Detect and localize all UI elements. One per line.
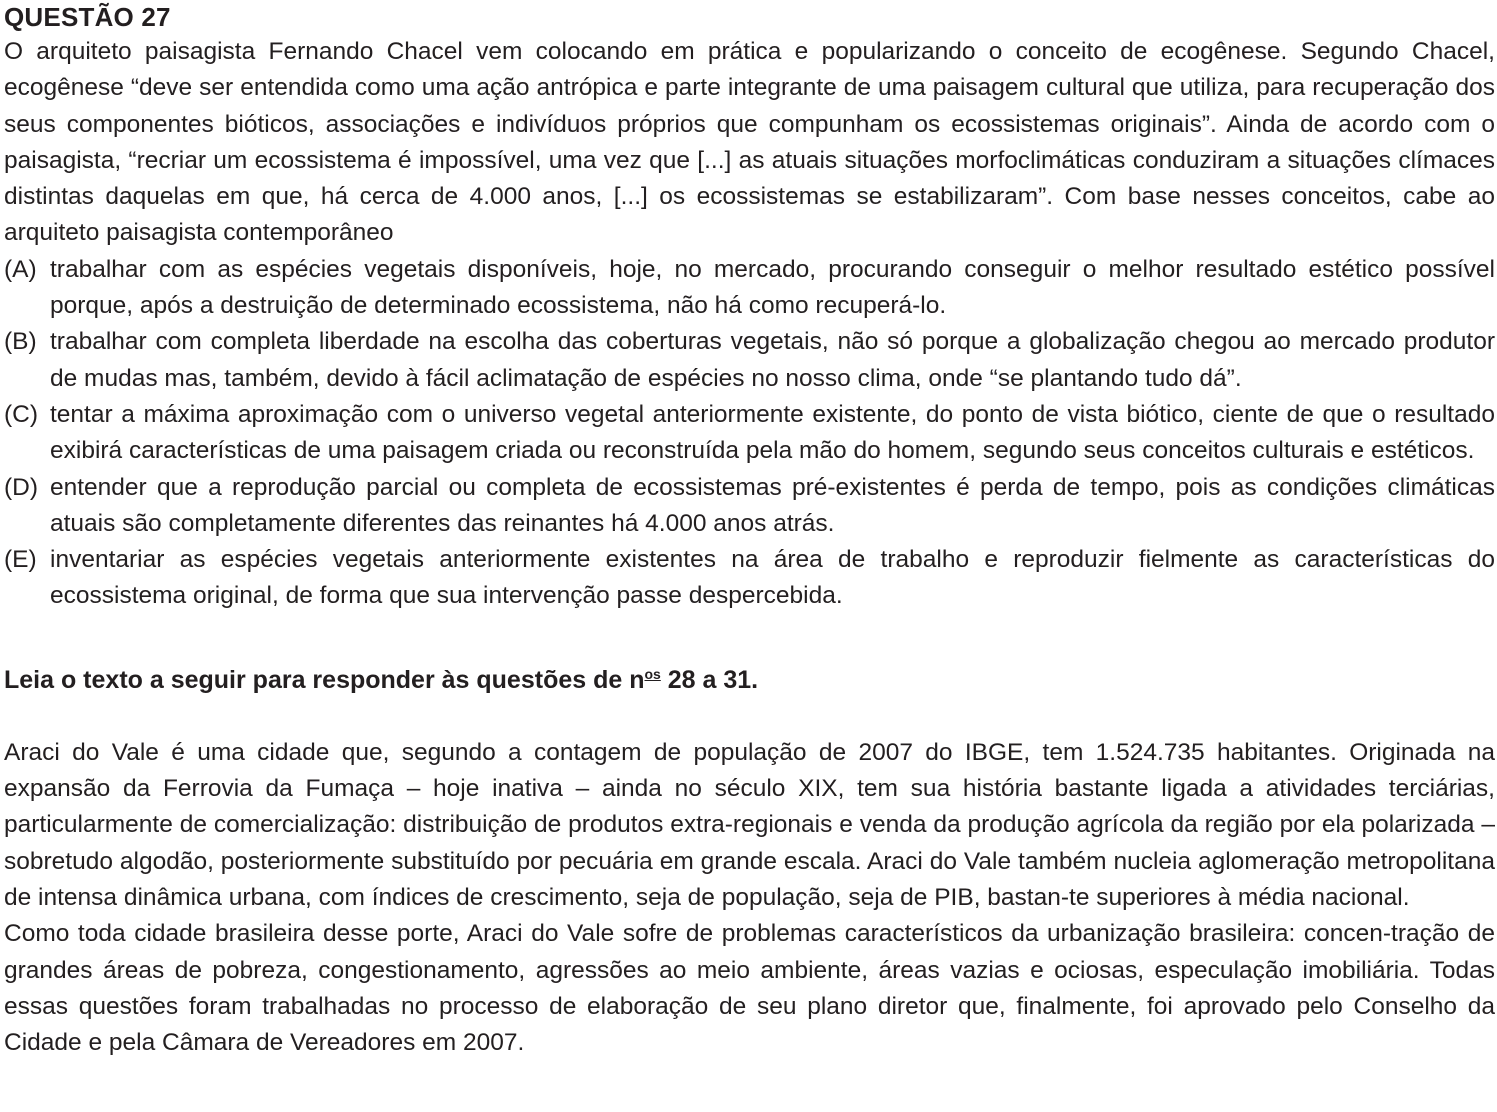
question-stem: O arquiteto paisagista Fernando Chacel vem colocando em prática e popularizando o conceito de ecogênese. Segundo Chacel, ecogênese “deve ser entendida como uma ação antrópica e parte integrante de uma paisagem cultural que utiliza, para recuperação dos seus componentes bióticos, associações e indivíduos próprios que compunham os ecossistemas originais”. Ainda de acordo com o paisagista, “recriar um ecossistema é impossível, uma vez que [...] as atuais situações morfoclimáticas conduziram a situações clímaces distintas daquelas em que, há cerca de 4.000 anos, [...] os ecossistemas se estabilizaram”. Com base nesses conceitos, cabe ao arquiteto paisagista contemporâneo	[4, 38, 1495, 247]
option-a-letter: (A)	[4, 255, 37, 283]
option-c[interactable]	[4, 397, 1495, 470]
option-b-letter: (B)	[4, 328, 37, 356]
option-b[interactable]	[4, 324, 1495, 397]
option-d-letter: (D)	[4, 473, 39, 501]
passage-paragraph-2: Como toda cidade brasileira desse porte, Araci do Vale sofre de problemas característicos da urbanização brasileira: concen-tração de grandes áreas de pobreza, congestionamento, agressões ao meio ambiente, áreas vazias e ociosas, especulação imobiliária. Todas essas questões foram trabalhadas no processo de elaboração de seu plano diretor que, finalmente, foi aprovado pelo Conselho da Cidade e pela Câmara de Vereadores em 2007.	[4, 920, 1495, 1057]
answer-options	[4, 252, 1495, 615]
option-d-text: entender que a reprodução parcial ou completa de ecossistemas pré-existentes é perda de tempo, pois as condições climáticas atuais são completamente diferentes das reinantes há 4.000 anos atrás.	[50, 473, 1495, 537]
option-c-letter: (C)	[4, 400, 39, 428]
exam-page	[4, 0, 1495, 1061]
option-a-text: trabalhar com as espécies vegetais disponíveis, hoje, no mercado, procurando conseguir o melhor resultado estético possível porque, após a destruição de determinado ecossistema, não há como recuperá-lo.	[50, 255, 1495, 320]
instruction-prefix: Leia o texto a seguir para responder às questões de n	[4, 665, 645, 694]
reading-instruction	[4, 663, 1495, 697]
instruction-suffix: 28 a 31.	[660, 665, 759, 694]
option-c-text: tentar a máxima aproximação com o universo vegetal anteriormente existente, do ponto de vista biótico, ciente de que o resultado exibirá características de uma paisagem criada ou reconstruída pela mão do homem, segundo seus conceitos culturais e estéticos.	[50, 400, 1495, 465]
option-a[interactable]	[4, 252, 1495, 325]
option-e[interactable]	[4, 542, 1495, 615]
option-e-text: inventariar as espécies vegetais anteriormente existentes na área de trabalho e reproduzir fielmente as características do ecossistema original, de forma que sua intervenção passe despercebida.	[50, 546, 1495, 610]
question-title: QUESTÃO 27	[4, 2, 171, 32]
passage-paragraph-1: Araci do Vale é uma cidade que, segundo a contagem de população de 2007 do IBGE, tem 1.524.735 habitantes. Originada na expansão da Ferrovia da Fumaça – hoje inativa – ainda no século XIX, tem sua história bastante ligada a atividades terciárias, particularmente de comercialização: distribuição de produtos extra-regionais e venda da produção agrícola da região por ela polarizada – sobretudo algodão, posteriormente substituído por pecuária em grande escala. Araci do Vale também nucleia aglomeração metropolitana de intensa dinâmica urbana, com índices de crescimento, seja de população, seja de PIB, bastan-te superiores à média nacional.	[4, 738, 1495, 911]
instruction-superscript: os	[644, 665, 661, 682]
option-e-letter: (E)	[4, 546, 37, 574]
option-d[interactable]	[4, 470, 1495, 543]
option-b-text: trabalhar com completa liberdade na escolha das coberturas vegetais, não só porque a globalização chegou ao mercado produtor de mudas mas, também, devido à fácil aclimatação de espécies no nosso clima, onde “se plantando tudo dá”.	[50, 328, 1495, 392]
